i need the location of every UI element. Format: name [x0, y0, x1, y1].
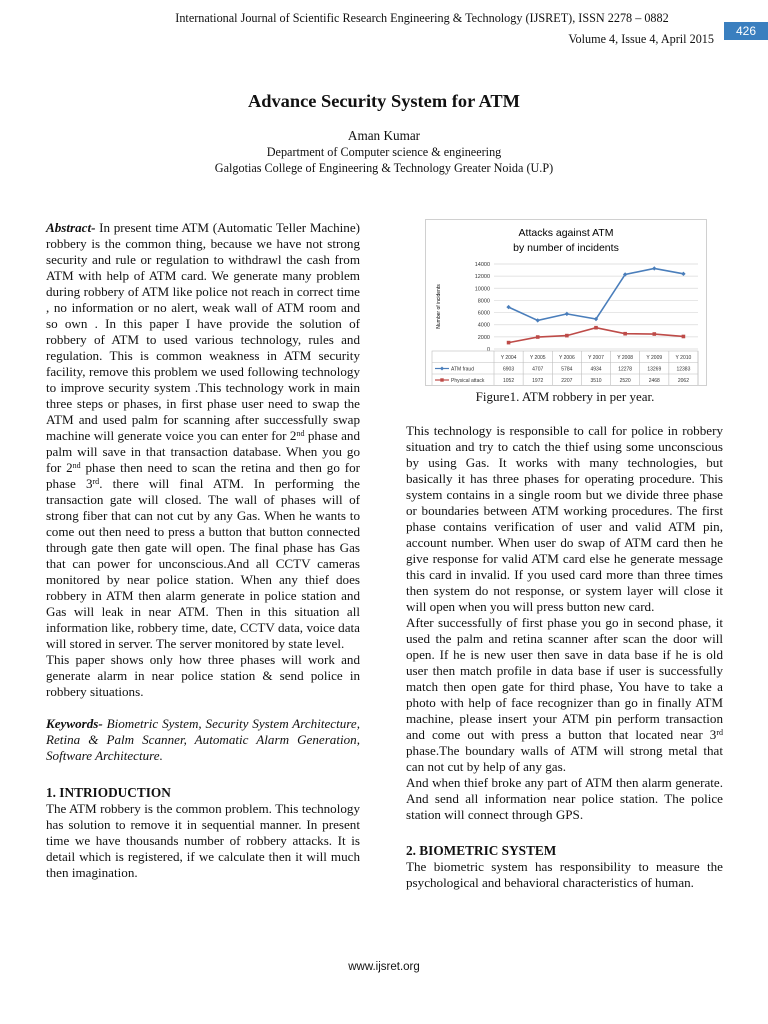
- page-number-badge: 426: [724, 22, 768, 40]
- data-table-value: 2468: [648, 378, 660, 384]
- left-column: [46, 220, 360, 881]
- section-heading-introduction: 1. INTRIODUCTION: [46, 785, 171, 800]
- y-tick-label: 8000: [477, 298, 490, 305]
- data-table-value: 4934: [590, 366, 602, 373]
- data-point: [652, 332, 656, 336]
- superscript: rd: [716, 728, 723, 737]
- y-tick-label: 2000: [477, 334, 490, 341]
- body-paragraph-2-text: After successfully of first phase you go in second phase, it used the palm and retina scanner after scan the door will open. If he is new user then save in data base if he is old user then match profile in data base if user is successfully match then open gate for third phase, You have to take a photo with help of face recognizer than go in finally ATM machine, please insert your ATM pin perform transaction and come out with press a button that located near 3: [406, 615, 723, 742]
- data-point: [682, 335, 686, 339]
- right-column: [406, 423, 723, 891]
- data-table-value: 2207: [561, 378, 573, 384]
- paper-title: Advance Security System for ATM: [247, 91, 521, 111]
- affiliation-college: Galgotias College of Engineering & Technology Greater Noida (U.P): [214, 161, 554, 175]
- x-tick-label: Y 2007: [588, 355, 604, 361]
- x-tick-label: Y 2010: [675, 355, 692, 361]
- data-table-value: 13269: [647, 366, 662, 373]
- abstract-text-4: . there will final ATM. In performing the transaction gate will closed. The wall of phases will of strong fiber that can not cut by any Gas. When he wants to come out then need to press a button that button connected through gate then gate will open. The final phase has Gas that can power for unconscious.And all CCTV cameras monitored by near police station. When any thief does robbery in ATM then alarm generate in police station and Gas will leak in near ATM. Then in this situation all information like, robbery time, date, CCTV data, voice data will stored in server. The server monitored by state level.: [46, 476, 360, 651]
- legend-marker: [440, 367, 444, 371]
- section-heading-biometric: 2. BIOMETRIC SYSTEM: [406, 843, 557, 858]
- body-paragraph-3: And when thief broke any part of ATM then alarm generate. And send all information near police station. The police station will connect through GPS.: [406, 775, 723, 822]
- data-point: [594, 326, 598, 330]
- chart-svg: [426, 220, 706, 385]
- keywords-paragraph: [46, 716, 360, 764]
- superscript: rd: [92, 477, 100, 486]
- body-paragraph-1: This technology is responsible to call for police in robbery situation and try to catch the thief using some unconscious by using Gas. It works with many technologies, but basically it has three phases for operating procedure. This system contains in a single room but we divide three phase or boundaries between ATM working procedures. The first phase contains verification of user and valid ATM pin, account number. When user do swap of ATM card then he give response for valid ATM card else he generate message this card in invalid. If you used card more than three times then system do not response, or system layer will close it will open when you will press button new card.: [406, 423, 723, 614]
- data-table-value: 1052: [503, 378, 515, 384]
- y-tick-label: 14000: [474, 262, 490, 268]
- legend-label: Physical attack: [451, 378, 485, 384]
- footer-website: www.ijsret.org: [348, 961, 420, 973]
- data-table-value: 12383: [676, 366, 691, 373]
- figure-caption: Figure1. ATM robbery in per year.: [475, 389, 655, 404]
- chart-subtitle: by number of incidents: [513, 242, 619, 254]
- data-table-value: 2520: [619, 378, 631, 384]
- y-tick-label: 10000: [474, 286, 490, 293]
- x-tick-label: Y 2004: [500, 355, 517, 361]
- data-table-value: 4707: [532, 366, 544, 373]
- data-point: [536, 335, 540, 339]
- abstract-paragraph-2: This paper shows only how three phases will work and generate alarm in near police station & send police in robbery situations.: [46, 652, 360, 699]
- series-line: [509, 328, 684, 343]
- y-tick-label: 0: [486, 347, 490, 353]
- chart-title: Attacks against ATM: [518, 227, 614, 239]
- data-point: [623, 332, 627, 336]
- keywords-label: Keywords-: [46, 716, 103, 731]
- y-tick-label: 12000: [474, 274, 490, 281]
- attacks-chart: [425, 219, 707, 386]
- y-tick-label: 4000: [477, 322, 490, 329]
- affiliation-department: Department of Computer science & engineering: [266, 145, 502, 159]
- volume-info: Volume 4, Issue 4, April 2015: [568, 32, 714, 46]
- legend-marker: [440, 378, 443, 381]
- data-table-value: 1972: [532, 378, 544, 384]
- abstract-text-3: phase then need to scan the retina and then go for phase 3: [46, 460, 360, 491]
- body-paragraph-2-end: phase.The boundary walls of ATM will strong metal that can not cut by help of any gas.: [406, 743, 723, 774]
- x-tick-label: Y 2009: [646, 355, 663, 361]
- data-point: [652, 266, 656, 270]
- data-point: [681, 272, 685, 276]
- data-table-value: 3510: [590, 378, 602, 384]
- author-name: Aman Kumar: [347, 128, 421, 143]
- body-paragraph-2: [406, 615, 723, 775]
- x-tick-label: Y 2005: [529, 355, 546, 361]
- abstract-text-2: phase and palm will save in that transaction database. When you go for 2: [46, 428, 360, 475]
- data-table-value: 5784: [561, 366, 573, 373]
- introduction-text: The ATM robbery is the common problem. This technology has solution to remove it in sequential manner. In present time we have thousands number of robbery attacks. It is detail which is registered, if we calculate then it will much then imagination.: [46, 801, 360, 880]
- abstract-text: In present time ATM (Automatic Teller Machine) robbery is the common thing, because we have not strong security and rule or regulation to withdrawl the cash from ATM with help of ATM card. We generate many problem during robbery of ATM like police not reach in correct time , no information or no alert, weak wall of ATM room and so own . In this paper I have provide the solution of robbery of ATM to used various technology, rules and regulation. This is common weakness in ATM security facility, remove this problem we used following technology to improve security system .This technology work in main three steps or phases, in first phase user need to swap the ATM and used palm for scanning after successfully swap machine will generate voice you can enter for 2: [46, 220, 360, 443]
- data-point: [507, 341, 511, 345]
- data-table-value: 12278: [618, 366, 633, 373]
- abstract-paragraph: [46, 220, 360, 652]
- legend-label: ATM fraud: [451, 366, 474, 373]
- keywords-text: Biometric System, Security System Architecture, Retina & Palm Scanner, Automatic Alarm Generation, Software Architecture.: [46, 716, 360, 763]
- superscript: nd: [296, 429, 305, 438]
- superscript: nd: [72, 461, 81, 470]
- data-table-value: 2062: [677, 378, 689, 384]
- x-tick-label: Y 2006: [558, 355, 575, 361]
- data-table-value: 6903: [503, 366, 515, 373]
- biometric-text: The biometric system has responsibility to measure the psychological and behavioral characteristics of human.: [406, 859, 723, 890]
- y-tick-label: 6000: [477, 310, 490, 317]
- data-point: [565, 334, 569, 338]
- journal-header: International Journal of Scientific Research Engineering & Technology (IJSRET), ISSN 2278 – 0882: [175, 11, 669, 25]
- y-axis-label: Number of incidents: [436, 284, 442, 329]
- abstract-label: Abstract-: [46, 220, 96, 235]
- x-tick-label: Y 2008: [617, 355, 634, 361]
